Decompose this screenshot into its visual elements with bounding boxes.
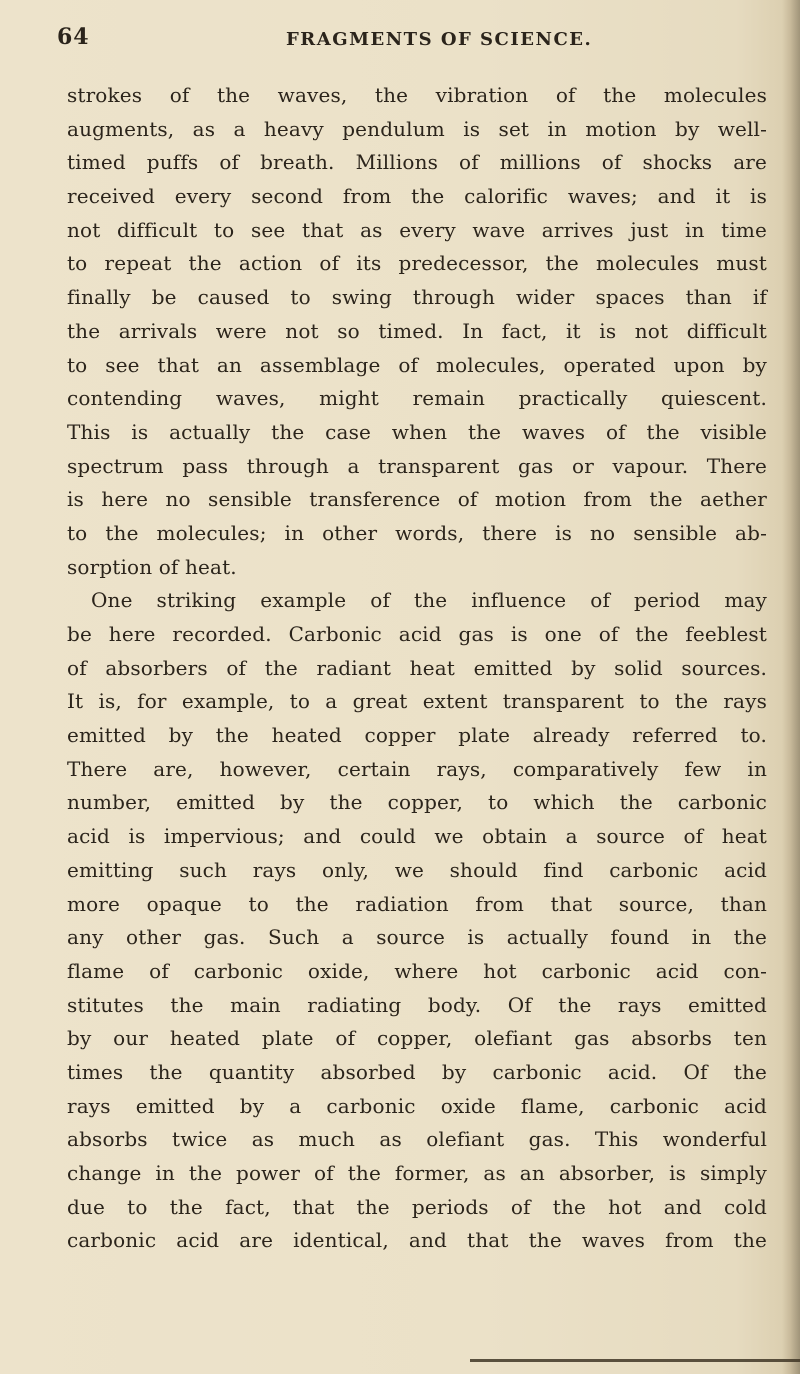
text-line: sorption of heat.: [67, 554, 237, 579]
text-line: due to the fact, that the periods of the hot and cold: [67, 1194, 767, 1219]
text-line: absorbs twice as much as olefiant gas. This wonderful: [67, 1127, 767, 1152]
text-line: number, emitted by the copper, to which the carbonic: [67, 790, 767, 815]
text-line: stitutes the main radiating body. Of the rays emitted: [67, 992, 767, 1017]
page-header: [57, 24, 757, 64]
text-line: by our heated plate of copper, olefiant gas absorbs ten: [67, 1026, 767, 1051]
text-line: emitted by the heated copper plate already referred to.: [67, 723, 767, 748]
text-line: received every second from the calorific waves; and it is: [67, 184, 767, 209]
text-line: flame of carbonic oxide, where hot carbonic acid con-: [67, 958, 767, 983]
text-line: spectrum pass through a transparent gas or vapour. There: [67, 453, 767, 478]
text-line: There are, however, certain rays, comparatively few in: [67, 756, 767, 781]
text-line: to repeat the action of its predecessor, the molecules must: [67, 251, 767, 276]
text-line: This is actually the case when the waves of the visible: [67, 419, 767, 444]
text-line: not difficult to see that as every wave arrives just in time: [67, 217, 767, 242]
text-line: be here recorded. Carbonic acid gas is one of the feeblest: [67, 622, 767, 646]
running-title: FRAGMENTS OF SCIENCE.: [286, 29, 593, 50]
text-line: rays emitted by a carbonic oxide flame, carbonic acid: [67, 1093, 767, 1118]
body-text: [67, 79, 767, 1258]
text-line: strokes of the waves, the vibration of the molecules: [67, 83, 767, 107]
text-line: carbonic acid are identical, and that the waves from the: [67, 1228, 767, 1253]
text-line: more opaque to the radiation from that source, than: [67, 891, 767, 916]
text-line: to see that an assemblage of molecules, operated upon by: [67, 352, 767, 377]
text-line: any other gas. Such a source is actually found in the: [67, 925, 767, 950]
text-line: of absorbers of the radiant heat emitted by solid sources.: [67, 655, 767, 680]
page-edge-shadow: [782, 0, 800, 1374]
text-line: is here no sensible transference of motion from the aether: [67, 487, 767, 512]
text-line: augments, as a heavy pendulum is set in motion by well-: [67, 116, 767, 141]
text-line: emitting such rays only, we should find carbonic acid: [67, 857, 767, 882]
text-line: contending waves, might remain practically quiescent.: [67, 386, 767, 411]
text-line: times the quantity absorbed by carbonic acid. Of the: [67, 1059, 767, 1084]
text-line: the arrivals were not so timed. In fact, it is not difficult: [67, 318, 767, 343]
text-line: It is, for example, to a great extent transparent to the rays: [67, 689, 767, 714]
text-line: One striking example of the influence of period may: [91, 588, 767, 613]
text-line: finally be caused to swing through wider spaces than if: [67, 285, 767, 310]
page-number: 64: [57, 24, 90, 50]
text-line: timed puffs of breath. Millions of millions of shocks are: [67, 150, 767, 175]
text-line: acid is impervious; and could we obtain a source of heat: [67, 824, 767, 849]
page-bottom-rule: [470, 1359, 800, 1362]
text-line: to the molecules; in other words, there is no sensible ab-: [67, 520, 767, 545]
text-line: change in the power of the former, as an absorber, is simply: [67, 1161, 767, 1185]
